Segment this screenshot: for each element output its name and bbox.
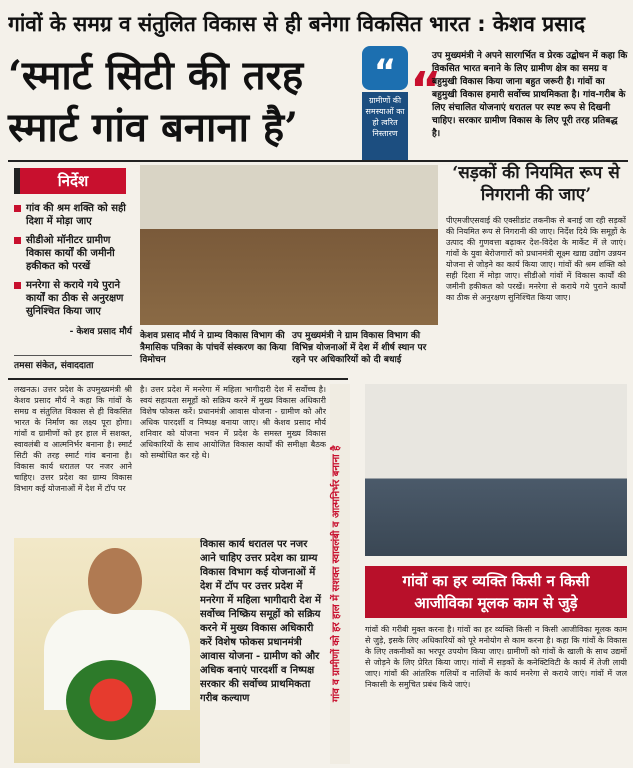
- highlight-box: ग्रामीणों की समस्याओं का हो त्वरित निस्तारण: [362, 92, 408, 160]
- banner-line-1: गांवों का हर व्यक्ति किसी न किसी: [402, 572, 590, 590]
- byline: तमसा संकेत, संवाददाता: [14, 355, 132, 371]
- bullet-icon: [14, 237, 21, 244]
- group-photo: [365, 384, 627, 556]
- photo-caption-2: उप मुख्यमंत्री ने ग्राम विकास विभाग की विभिन्न योजनाओं में देश में शीर्ष स्थान पर रहने पर अधिकारियों को दी बधाई: [292, 331, 427, 365]
- headline-line-1: ‘स्मार्ट सिटी की तरह: [8, 52, 304, 99]
- highlight-column: विकास कार्य धरातल पर नजर आने चाहिए उत्तर प्रदेश का ग्राम्य विकास विभाग कई योजनाओं में देश में टॉप पर उत्तर प्रदेश में मनरेगा में महिला भागीदारी देश में सर्वोच्च निष्क्रिय समूहों को सक्रिय करने में मुख्य विकास अधिकारी करें विशेष फोकस प्रधानमंत्री आवास योजना - ग्रामीण को और अधिक बनाएं पारदर्शी व निष्पक्ष सरकार की सर्वोच्च प्राथमिकता गरीब कल्याण: [200, 539, 321, 704]
- article-column-right-2: गांवों की गरीबी मुक्त करना है। गांवों का हर व्यक्ति किसी न किसी आजीविका मूलक काम से जुड़े, इसके लिए अधिकारियों को पूरे मनोयोग से काम करना है। कहा कि गांवों के विकास के लिए तकनीकों का भरपूर उपयोग किया जाए। ग्रामीणों को गांवों के खाली के साथ उद्यमों से जोड़ने के लिए प्रेरित किया जाए। गांवों में सड़कों के कनेक्टिविटी के कार्य में तेजी लायी जाए। गांवों की आंतरिक गलियों व नालियों के कार्य मनरेगा से कराये जाएं। गांवों में जल निकासी के समुचित प्रबंध किये जाएं।: [365, 625, 627, 689]
- quote-icon: “: [362, 46, 408, 90]
- article-column-middle: है। उत्तर प्रदेश में मनरेगा में महिला भागीदारी देश में सर्वोच्च है। स्वयं सहायता समूहों को सक्रिय करने में मुख्य विकास अधिकारी विशेष फोकस करें। प्रधानमंत्री आवास योजना - ग्रामीण को और अधिक पारदर्शी व निष्पक्ष बनाया जाए। श्री केशव प्रसाद मौर्य शनिवार को योजना भवन में प्रदेश के समस्त मुख्य विकास अधिकारियों के साथ आयोजित विकास कार्यों की समीक्षा बैठक को सम्बोधित कर रहे थे।: [140, 385, 326, 460]
- article-column-right-1: पीएमजीएसवाई की एक्सीडांट तकनीक से बनाई जा रही सड़कों की नियमित रूप से निगरानी की जाए। निर्देश दिये कि समूहों के उत्पाद की गुणवत्ता बढ़ाकर देश-विदेश के मार्केट में ले जाएं। गांवों के युवा बेरोजगारों को प्रधानमंत्री सूक्ष्म खाद्य उद्योग उन्नयन योजना से जोड़ने का कार्य किया जाए। गांवों की श्रम शक्ति को सही दिशा में मोड़ा जाए। सीडीओ गांवों में विकास कार्यों की जमीनी हकीकत को परखें। मनरेगा से कराये गये पुराने कार्यों का ठीक से अनुरक्षण सुनिश्चित किया जाए।: [446, 216, 626, 302]
- headline-line-2: स्मार्ट गांव बनाना है’: [8, 104, 299, 151]
- nirdesh-title: निर्देश: [20, 168, 126, 194]
- nirdesh-list: [14, 202, 132, 337]
- list-item: सीडीओ मॉनीटर ग्रामीण विकास कार्यों की जमीनी हकीकत को परखें: [14, 234, 132, 273]
- bullet-icon: [14, 282, 21, 289]
- bullet-icon: [14, 205, 21, 212]
- red-quote-icon: “: [410, 62, 442, 118]
- nirdesh-attribution: - केशव प्रसाद मौर्य: [69, 327, 132, 337]
- banner-line-2: आजीविका मूलक काम से जुड़े: [414, 594, 578, 612]
- divider: [8, 378, 348, 380]
- list-item: गांव की श्रम शक्ति को सही दिशा में मोड़ा जाए: [14, 202, 132, 228]
- event-photo: [140, 165, 438, 325]
- kicker-headline: गांवों के समग्र व संतुलित विकास से ही बनेगा विकसित भारत : केशव प्रसाद: [8, 12, 586, 36]
- intro-text: उप मुख्यमंत्री ने अपने सारगर्भित व प्रेरक उद्बोधन में कहा कि विकसित भारत बनाने के लिए ग्रामीण क्षेत्र का समग्र व बहुमुखी विकास किया जाना बहुत जरूरी है। गांवों का बहुमुखी विकास हमारी सर्वोच्च प्राथमिकता है। गांव-गरीब के लिए संचालित योजनाएं धरातल पर स्पष्ट रूप से दिखनी चाहिए। सरकार ग्रामीण विकास के लिए पूरी तरह प्रतिबद्ध है।: [432, 51, 628, 139]
- flower-bouquet: [66, 660, 156, 740]
- article-column-left: लखनऊ। उत्तर प्रदेश के उपमुख्यमंत्री श्री केशव प्रसाद मौर्य ने कहा कि गांवों के समग्र व संतुलित विकास से ही विकसित भारत के निर्माण का लक्ष्य पूरा होगा। गांवों व ग्रामीणों को हर हाल में सशक्त, स्वावलंबी व आत्मनिर्भर बनाना है। स्मार्ट सिटी की तरह स्मार्ट गांव बनाना है। विकास कार्य धरातल पर नजर आने चाहिए। उत्तर प्रदेश का ग्राम्य विकास विभाग कई योजनाओं में देश में टॉप पर: [14, 385, 132, 493]
- red-banner: [365, 566, 627, 618]
- vertical-quote-band: गांव व ग्रामीणों को हर हाल में सशक्त स्वावलंबी व आत्मनिर्भर बनाना है: [330, 384, 350, 764]
- photo-caption-1: केशव प्रसाद मौर्य ने ग्राम्य विकास विभाग की त्रैमासिक पत्रिका के पांचवें संस्करण का किया विमोचन: [140, 331, 287, 365]
- portrait-face: [88, 548, 142, 614]
- list-item: मनरेगा से कराये गये पुराने कार्यों का ठीक से अनुरक्षण सुनिश्चित किया जाए: [14, 279, 132, 318]
- main-headline: [8, 50, 358, 154]
- sub-headline: ‘सड़कों की नियमित रूप से निगरानी की जाए’: [452, 163, 620, 205]
